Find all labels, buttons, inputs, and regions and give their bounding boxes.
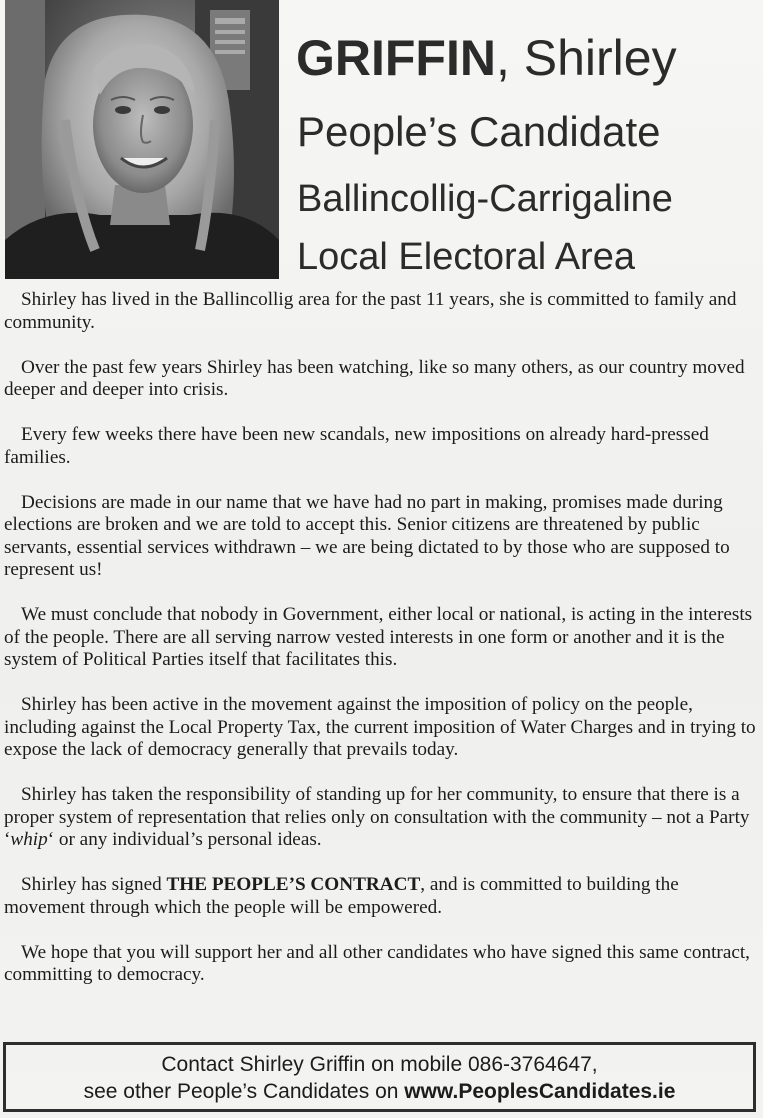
paragraph-intro: Shirley has lived in the Ballincollig area for the past 11 years, she is committed to family and community. [4,289,737,333]
candidate-role: People’s Candidate [297,108,661,155]
whip-after: ‘ or any individual’s personal ideas. [47,829,322,850]
contact-line-website [6,1078,753,1105]
contact-line-mobile: Contact Shirley Griffin on mobile 086-3764647, [161,1053,598,1076]
candidate-portrait-photo [5,0,279,279]
website-link[interactable]: www.PeoplesCandidates.ie [404,1080,676,1103]
candidate-first-name: , Shirley [495,30,677,86]
leaflet-body [4,289,758,1009]
contact-box [3,1042,756,1112]
electoral-area-line2: Local Electoral Area [297,236,635,278]
contract-bold: THE PEOPLE’S CONTRACT [166,874,421,895]
paragraph-responsibility [4,784,758,852]
paragraph-scandals: Every few weeks there have been new scandals, new impositions on already hard-pressed families. [4,424,709,468]
paragraph-support: We hope that you will support her and all other candidates who have signed this same contract, committing to democracy. [4,941,750,985]
whip-before: Shirley has taken the responsibility of standing up for her community, to ensure that there is a proper system of representation that relies only on consultation with the community – not a Party ‘ [4,784,750,850]
candidate-surname: GRIFFIN [296,30,496,86]
contract-after: , and is committed to building the movement through which the people will be empowered. [4,874,679,918]
paragraph-government: We must conclude that nobody in Government, either local or national, is acting in the interests of the people. There are all serving narrow vested interests in one form or another and it is the system of Political Parties itself that facilitates this. [4,604,753,670]
contract-before: Shirley has signed [21,874,167,895]
paragraph-decisions: Decisions are made in our name that we have had no part in making, promises made during elections are broken and we are told to accept this. Senior citizens are threatened by public servants, essential services withdrawn – we are being dictated to by those who are supposed to represent us! [4,491,730,580]
paragraph-crisis: Over the past few years Shirley has been watching, like so many others, as our country moved deeper and deeper into crisis. [4,356,745,400]
candidate-name [296,28,677,88]
paragraph-contract [4,874,758,919]
paragraph-activism: Shirley has been active in the movement against the imposition of policy on the people, including against the Local Property Tax, the current imposition of Water Charges and in trying to expose the lack of democracy generally that prevails today. [4,694,756,760]
contact-website-prefix: see other People’s Candidates on [83,1080,405,1103]
whip-italic: whip [10,829,48,850]
electoral-area-line1: Ballincollig-Carrigaline [297,178,673,220]
